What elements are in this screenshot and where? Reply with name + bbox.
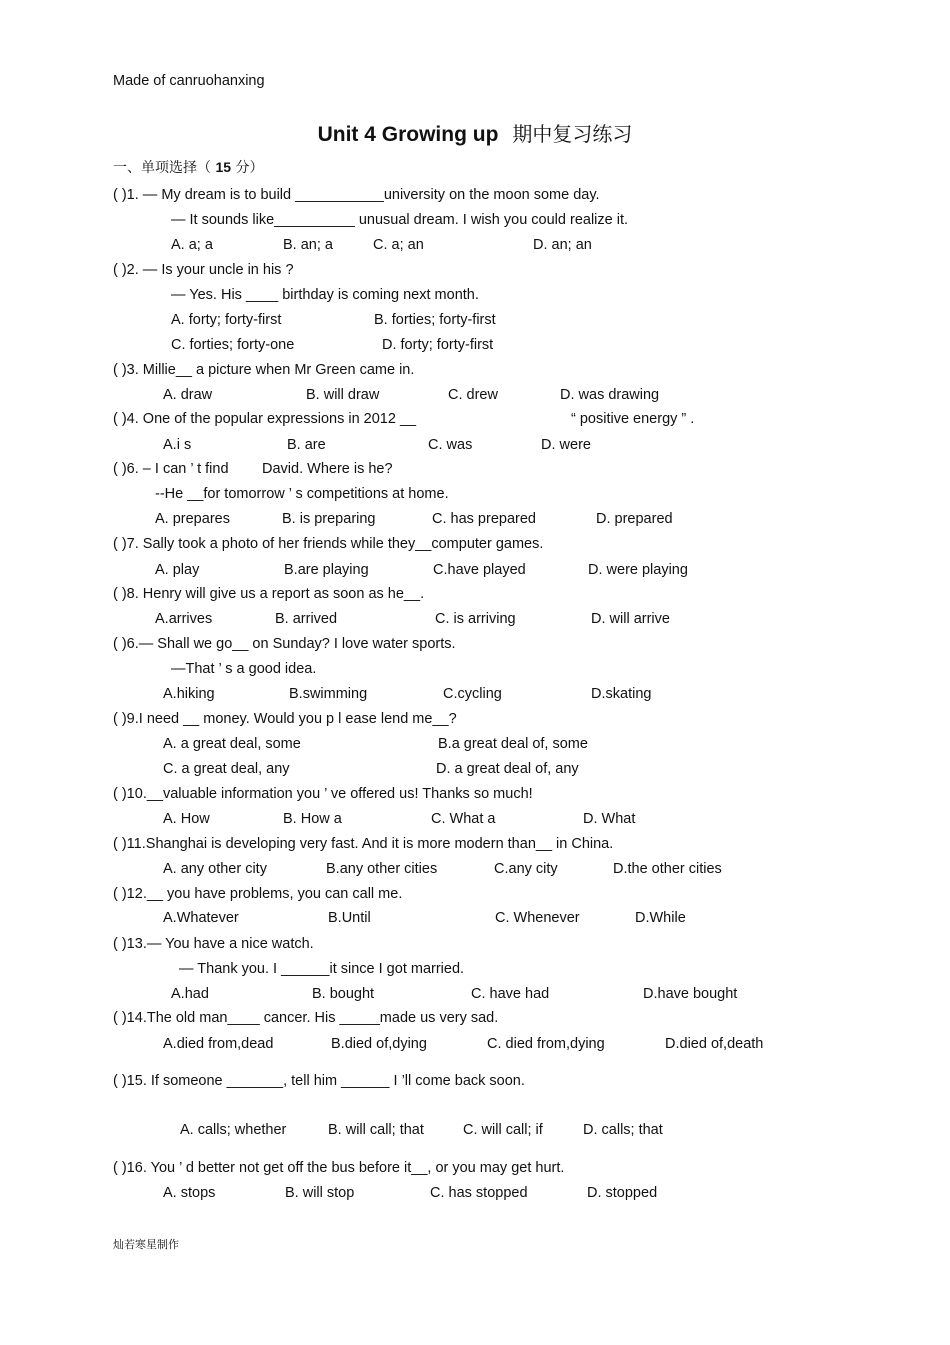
option-b[interactable]: B. How a [283,811,342,827]
question-stem: ( )6.— Shall we go__ on Sunday? I love water sports. [113,636,456,652]
question-stem: ( )7. Sally took a photo of her friends while they__computer games. [113,536,544,552]
title-cn: 期中复习练习 [512,122,633,146]
option-b[interactable]: B. forties; forty-first [374,312,496,328]
question-stem: ( )16. You ’ d better not get off the bus before it__, or you may get hurt. [113,1160,565,1176]
option-d[interactable]: D. calls; that [583,1122,663,1138]
question-line: — Yes. His ____ birthday is coming next month. [171,287,479,303]
option-c[interactable]: C.any city [494,861,558,877]
option-a[interactable]: A. a great deal, some [163,736,301,752]
option-a[interactable]: A. calls; whether [180,1122,287,1138]
option-b[interactable]: B. will stop [285,1185,355,1201]
question-stem-tail: “ positive energy ” . [571,411,695,427]
question-stem: ( )6. – I can ’ t find [113,461,229,477]
option-b[interactable]: B.Until [328,910,371,926]
option-b[interactable]: B. will call; that [328,1122,424,1138]
option-d[interactable]: D. What [583,811,636,827]
option-b[interactable]: B.swimming [289,686,368,702]
option-c[interactable]: C. drew [448,387,498,403]
option-d[interactable]: D.skating [591,686,652,702]
question-line: —That ’ s a good idea. [171,661,317,677]
option-c[interactable]: C. died from,dying [487,1036,605,1052]
option-a[interactable]: A. stops [163,1185,216,1201]
page-header: Made of canruohanxing [113,73,265,89]
option-a[interactable]: A. forty; forty-first [171,312,282,328]
option-c[interactable]: C. a; an [373,237,424,253]
option-d[interactable]: D. were playing [588,562,688,578]
option-d[interactable]: D. was drawing [560,387,660,403]
question-stem: ( )3. Millie__ a picture when Mr Green came in. [113,362,415,378]
option-b[interactable]: B.died of,dying [331,1036,427,1052]
question-stem: ( )10.__valuable information you ’ ve offered us! Thanks so much! [113,786,533,802]
option-b[interactable]: B. bought [312,986,375,1002]
question-stem: ( )1. — My dream is to build ___________university on the moon some day. [113,187,600,203]
option-b[interactable]: B.any other cities [326,861,438,877]
option-d[interactable]: D.While [635,910,686,926]
option-c[interactable]: C. forties; forty-one [171,337,295,353]
option-c[interactable]: C.have played [433,562,526,578]
option-a[interactable]: A.i s [163,437,192,453]
option-a[interactable]: A.hiking [163,686,215,702]
option-c[interactable]: C. a great deal, any [163,761,290,777]
section-heading: 一、单项选择（ 15 分） [113,159,264,176]
option-d[interactable]: D. will arrive [591,611,670,627]
option-d[interactable]: D.died of,death [665,1036,764,1052]
option-c[interactable]: C. has prepared [432,511,536,527]
option-a[interactable]: A.Whatever [163,910,239,926]
option-c[interactable]: C. is arriving [435,611,516,627]
option-a[interactable]: A. a; a [171,237,213,253]
question-stem: ( )12.__ you have problems, you can call me. [113,886,403,902]
option-b[interactable]: B.are playing [284,562,369,578]
question-stem: ( )9.I need __ money. Would you p l ease lend me__? [113,711,457,727]
option-c[interactable]: C. has stopped [430,1185,528,1201]
option-a[interactable]: A. play [155,562,200,578]
option-b[interactable]: B. arrived [275,611,338,627]
option-d[interactable]: D. were [541,437,591,453]
question-line: — Thank you. I ______it since I got married. [179,961,465,977]
question-stem: ( )15. If someone _______, tell him ______ I ’ll come back soon. [113,1073,525,1089]
option-d[interactable]: D. stopped [587,1185,658,1201]
question-line: — It sounds like__________ unusual dream. I wish you could realize it. [171,212,629,228]
option-d[interactable]: D. forty; forty-first [382,337,494,353]
option-d[interactable]: D. a great deal of, any [436,761,579,777]
option-a[interactable]: A. draw [163,387,213,403]
option-a[interactable]: A. any other city [163,861,267,877]
option-b[interactable]: B. will draw [306,387,380,403]
question-stem: ( )2. — Is your uncle in his ? [113,262,294,278]
page-title [0,118,950,147]
option-a[interactable]: A. prepares [155,511,230,527]
option-c[interactable]: C. was [428,437,473,453]
question-stem: ( )13.— You have a nice watch. [113,936,314,952]
question-stem: ( )4. One of the popular expressions in 2012 __ [113,411,417,427]
option-c[interactable]: C. have had [471,986,550,1002]
question-stem: ( )8. Henry will give us a report as soon as he__. [113,586,425,602]
option-b[interactable]: B. is preparing [282,511,376,527]
option-b[interactable]: B. are [287,437,326,453]
question-stem: ( )11.Shanghai is developing very fast. And it is more modern than__ in China. [113,836,614,852]
option-c[interactable]: C. What a [431,811,496,827]
option-a[interactable]: A. How [163,811,210,827]
option-c[interactable]: C. Whenever [495,910,580,926]
option-d[interactable]: D.the other cities [613,861,722,877]
option-a[interactable]: A.died from,dead [163,1036,274,1052]
option-d[interactable]: D. an; an [533,237,592,253]
question-stem: ( )14.The old man____ cancer. His _____made us very sad. [113,1010,499,1026]
option-b[interactable]: B.a great deal of, some [438,736,588,752]
option-d[interactable]: D.have bought [643,986,738,1002]
option-c[interactable]: C. will call; if [463,1122,543,1138]
option-d[interactable]: D. prepared [596,511,673,527]
question-line: --He __for tomorrow ’ s competitions at home. [155,486,449,502]
option-c[interactable]: C.cycling [443,686,502,702]
page-footer: 灿若寒星制作 [113,1238,179,1251]
question-stem-overlap: David. Where is he? [262,461,393,477]
option-a[interactable]: A.had [171,986,209,1002]
option-b[interactable]: B. an; a [283,237,333,253]
title-en: Unit 4 Growing up [317,123,499,146]
option-a[interactable]: A.arrives [155,611,213,627]
